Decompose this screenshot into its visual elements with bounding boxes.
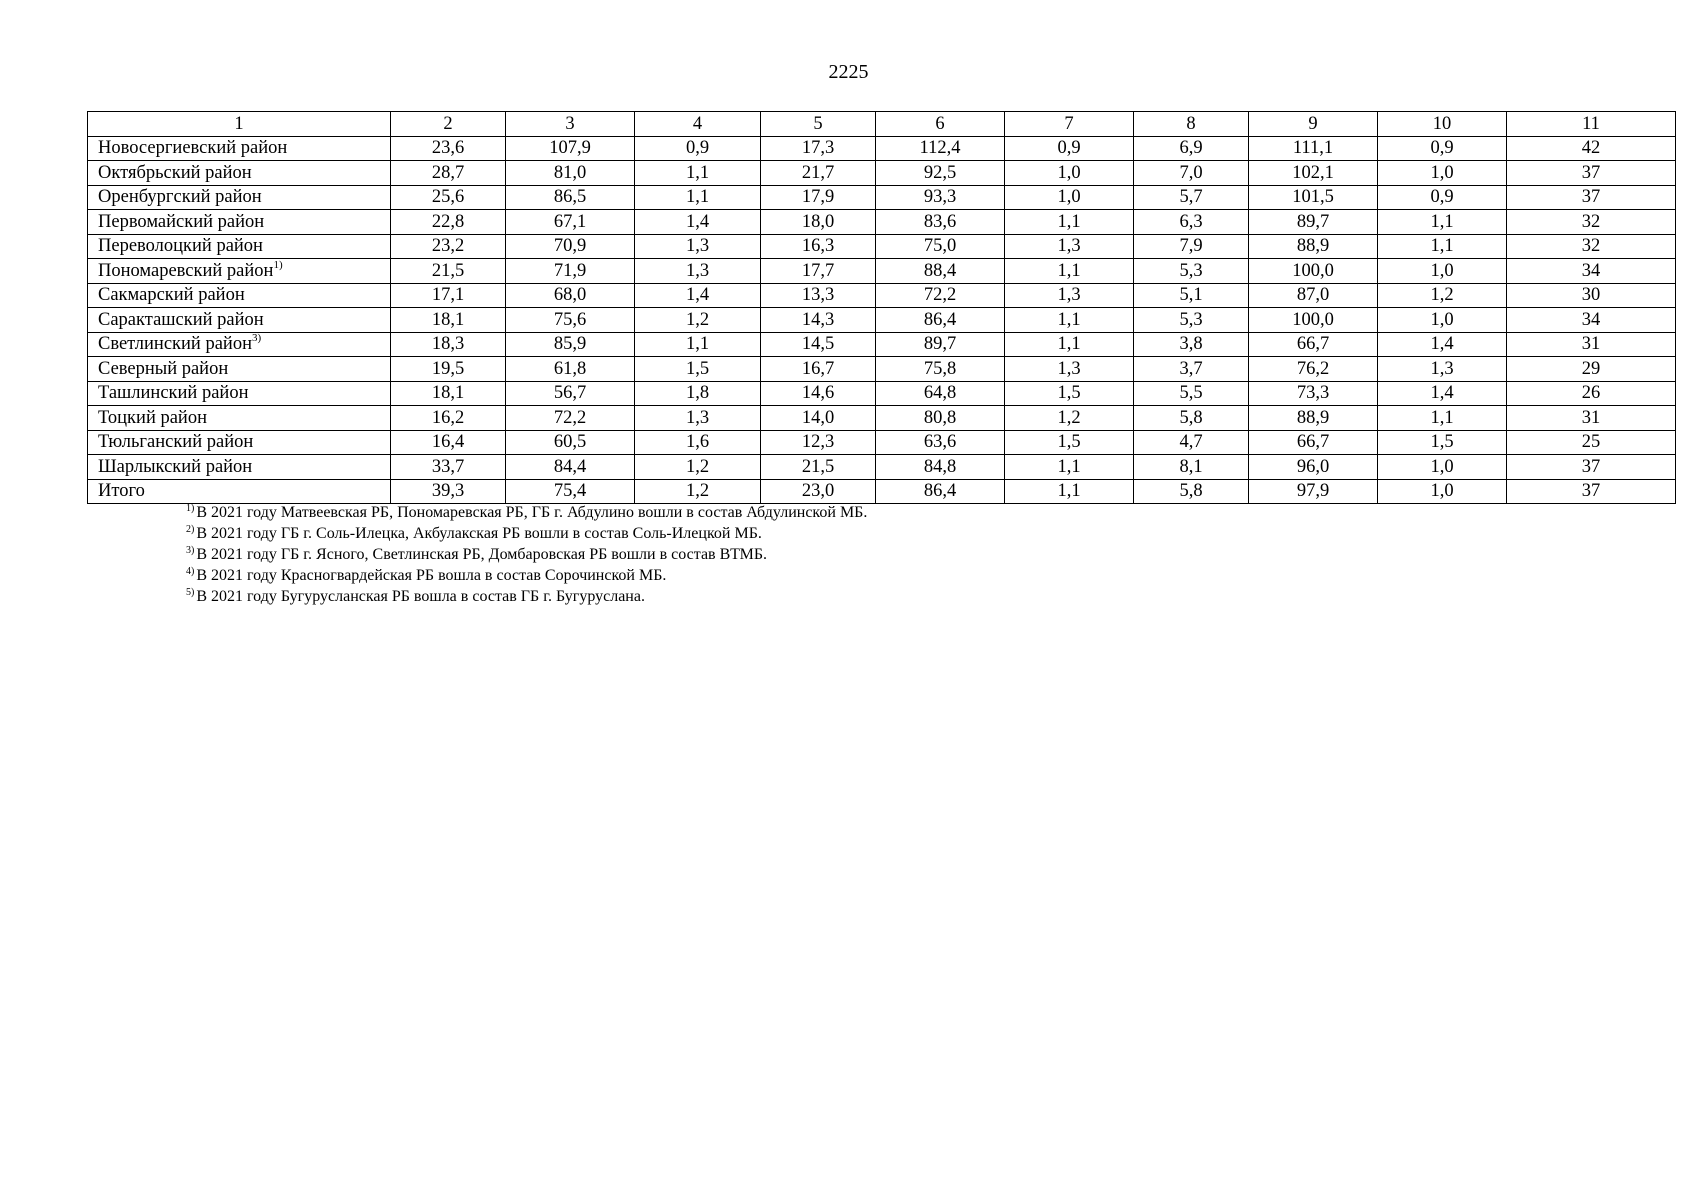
value-cell: 17,3 [761,136,876,161]
value-cell: 16,4 [391,430,506,455]
value-cell: 19,5 [391,357,506,382]
value-cell: 32 [1507,210,1676,235]
value-cell: 75,0 [876,234,1005,259]
value-cell: 1,4 [635,283,761,308]
value-cell: 17,1 [391,283,506,308]
value-cell: 1,0 [1378,259,1507,284]
value-cell: 5,3 [1134,308,1249,333]
district-cell [88,332,391,357]
column-number-row [88,112,1676,137]
district-cell [88,161,391,186]
value-cell: 73,3 [1249,381,1378,406]
value-cell: 66,7 [1249,332,1378,357]
value-cell: 72,2 [506,406,635,431]
statistics-table [87,111,1676,504]
value-cell: 21,5 [761,455,876,480]
footnote-mark: 5) [186,587,195,598]
value-cell: 1,2 [635,455,761,480]
value-cell: 107,9 [506,136,635,161]
table-row [88,381,1676,406]
value-cell: 66,7 [1249,430,1378,455]
value-cell: 0,9 [1005,136,1134,161]
table-row [88,357,1676,382]
value-cell: 1,5 [1005,381,1134,406]
footnote-mark: 4) [186,566,195,577]
column-number: 5 [761,112,876,137]
footnote-text: В 2021 году Бугурусланская РБ вошла в состав ГБ г. Бугуруслана. [196,588,645,605]
value-cell: 112,4 [876,136,1005,161]
table-row [88,479,1676,504]
value-cell: 1,0 [1378,308,1507,333]
value-cell: 16,3 [761,234,876,259]
table-row [88,283,1676,308]
value-cell: 1,2 [1378,283,1507,308]
value-cell: 1,1 [635,161,761,186]
value-cell: 71,9 [506,259,635,284]
footnote-mark: 3) [186,545,195,556]
footnote [186,565,1486,586]
column-number: 7 [1005,112,1134,137]
value-cell: 14,5 [761,332,876,357]
value-cell: 17,7 [761,259,876,284]
value-cell: 1,1 [1005,455,1134,480]
value-cell: 1,3 [1005,357,1134,382]
footnote [186,523,1486,544]
value-cell: 1,3 [635,259,761,284]
value-cell: 76,2 [1249,357,1378,382]
footnote-text: В 2021 году ГБ г. Соль-Илецка, Акбулакская РБ вошли в состав Соль-Илецкой МБ. [196,525,762,542]
value-cell: 14,6 [761,381,876,406]
value-cell: 1,1 [1378,234,1507,259]
footnote-reference: 1) [273,258,283,271]
district-name: Тюльганский район [98,432,254,453]
value-cell: 1,3 [1005,283,1134,308]
district-name: Тоцкий район [98,407,207,428]
value-cell: 18,1 [391,381,506,406]
district-cell [88,259,391,284]
value-cell: 1,5 [635,357,761,382]
table-row [88,234,1676,259]
table-body [88,136,1676,504]
value-cell: 96,0 [1249,455,1378,480]
table-row [88,210,1676,235]
value-cell: 64,8 [876,381,1005,406]
value-cell: 0,9 [635,136,761,161]
footnote [186,544,1486,565]
value-cell: 1,5 [1005,430,1134,455]
value-cell: 0,9 [1378,136,1507,161]
value-cell: 5,7 [1134,185,1249,210]
table-row [88,136,1676,161]
column-number: 9 [1249,112,1378,137]
value-cell: 1,3 [635,406,761,431]
value-cell: 5,3 [1134,259,1249,284]
district-name: Сакмарский район [98,285,245,306]
value-cell: 63,6 [876,430,1005,455]
value-cell: 5,1 [1134,283,1249,308]
value-cell: 17,9 [761,185,876,210]
value-cell: 1,3 [1378,357,1507,382]
footnote-text: В 2021 году Красногвардейская РБ вошла в состав Сорочинской МБ. [196,567,667,584]
value-cell: 31 [1507,332,1676,357]
column-number: 3 [506,112,635,137]
value-cell: 25,6 [391,185,506,210]
value-cell: 67,1 [506,210,635,235]
district-cell [88,283,391,308]
value-cell: 26 [1507,381,1676,406]
column-number: 2 [391,112,506,137]
value-cell: 22,8 [391,210,506,235]
value-cell: 13,3 [761,283,876,308]
value-cell: 1,6 [635,430,761,455]
value-cell: 88,9 [1249,406,1378,431]
value-cell: 32 [1507,234,1676,259]
value-cell: 60,5 [506,430,635,455]
footnote-text: В 2021 году Матвеевская РБ, Пономаревская РБ, ГБ г. Абдулино вошли в состав Абдулинской МБ. [196,504,868,521]
district-cell [88,430,391,455]
district-cell [88,136,391,161]
value-cell: 37 [1507,161,1676,186]
value-cell: 83,6 [876,210,1005,235]
value-cell: 56,7 [506,381,635,406]
value-cell: 1,4 [1378,381,1507,406]
value-cell: 1,1 [635,185,761,210]
value-cell: 39,3 [391,479,506,504]
value-cell: 72,2 [876,283,1005,308]
district-name: Ташлинский район [98,383,249,404]
value-cell: 14,3 [761,308,876,333]
value-cell: 37 [1507,479,1676,504]
value-cell: 33,7 [391,455,506,480]
column-number: 10 [1378,112,1507,137]
footnote-mark: 1) [186,503,195,514]
value-cell: 86,4 [876,308,1005,333]
value-cell: 101,5 [1249,185,1378,210]
district-name: Октябрьский район [98,162,252,183]
district-name: Первомайский район [98,211,265,232]
value-cell: 84,4 [506,455,635,480]
value-cell: 28,7 [391,161,506,186]
value-cell: 14,0 [761,406,876,431]
value-cell: 23,2 [391,234,506,259]
district-cell [88,234,391,259]
value-cell: 34 [1507,308,1676,333]
value-cell: 1,2 [1005,406,1134,431]
value-cell: 30 [1507,283,1676,308]
value-cell: 6,3 [1134,210,1249,235]
value-cell: 37 [1507,455,1676,480]
value-cell: 6,9 [1134,136,1249,161]
district-cell [88,308,391,333]
value-cell: 89,7 [1249,210,1378,235]
value-cell: 97,9 [1249,479,1378,504]
value-cell: 1,0 [1378,455,1507,480]
value-cell: 92,5 [876,161,1005,186]
district-cell [88,185,391,210]
district-name: Светлинский район [98,334,252,355]
district-cell [88,455,391,480]
district-cell [88,381,391,406]
column-number: 6 [876,112,1005,137]
value-cell: 61,8 [506,357,635,382]
value-cell: 37 [1507,185,1676,210]
value-cell: 1,4 [1378,332,1507,357]
value-cell: 88,4 [876,259,1005,284]
value-cell: 1,0 [1378,161,1507,186]
value-cell: 81,0 [506,161,635,186]
value-cell: 85,9 [506,332,635,357]
value-cell: 1,1 [1005,259,1134,284]
value-cell: 70,9 [506,234,635,259]
district-name: Итого [98,481,145,502]
value-cell: 12,3 [761,430,876,455]
value-cell: 1,3 [1005,234,1134,259]
district-cell [88,210,391,235]
value-cell: 18,1 [391,308,506,333]
table-row [88,430,1676,455]
district-name: Пономаревский район [98,260,274,281]
value-cell: 89,7 [876,332,1005,357]
value-cell: 1,8 [635,381,761,406]
column-number: 1 [88,112,391,137]
table-row [88,185,1676,210]
value-cell: 1,1 [1005,308,1134,333]
district-name: Саракташский район [98,309,264,330]
value-cell: 42 [1507,136,1676,161]
value-cell: 23,6 [391,136,506,161]
value-cell: 1,4 [635,210,761,235]
value-cell: 1,1 [1005,210,1134,235]
value-cell: 3,7 [1134,357,1249,382]
district-name: Северный район [98,358,229,379]
value-cell: 102,1 [1249,161,1378,186]
value-cell: 21,5 [391,259,506,284]
value-cell: 93,3 [876,185,1005,210]
value-cell: 100,0 [1249,308,1378,333]
value-cell: 1,2 [635,479,761,504]
value-cell: 1,1 [635,332,761,357]
value-cell: 1,0 [1005,161,1134,186]
value-cell: 25 [1507,430,1676,455]
table-row [88,332,1676,357]
table-row [88,161,1676,186]
footnote-mark: 2) [186,524,195,535]
value-cell: 18,0 [761,210,876,235]
value-cell: 1,1 [1005,332,1134,357]
value-cell: 3,8 [1134,332,1249,357]
value-cell: 7,9 [1134,234,1249,259]
value-cell: 100,0 [1249,259,1378,284]
value-cell: 34 [1507,259,1676,284]
value-cell: 1,0 [1005,185,1134,210]
value-cell: 23,0 [761,479,876,504]
table-row [88,406,1676,431]
footnote-text: В 2021 году ГБ г. Ясного, Светлинская РБ, Домбаровская РБ вошли в состав ВТМБ. [196,546,768,563]
value-cell: 75,4 [506,479,635,504]
page-number: 2225 [828,61,869,83]
column-number: 4 [635,112,761,137]
value-cell: 111,1 [1249,136,1378,161]
value-cell: 29 [1507,357,1676,382]
value-cell: 7,0 [1134,161,1249,186]
value-cell: 18,3 [391,332,506,357]
district-cell [88,357,391,382]
value-cell: 1,5 [1378,430,1507,455]
table-row [88,259,1676,284]
value-cell: 75,6 [506,308,635,333]
value-cell: 16,2 [391,406,506,431]
column-number: 8 [1134,112,1249,137]
district-cell [88,479,391,504]
footnote-reference: 3) [251,332,262,345]
value-cell: 1,3 [635,234,761,259]
footnote [186,586,1486,607]
value-cell: 0,9 [1378,185,1507,210]
value-cell: 1,0 [1378,479,1507,504]
value-cell: 8,1 [1134,455,1249,480]
district-name: Шарлыкский район [98,456,253,477]
value-cell: 84,8 [876,455,1005,480]
value-cell: 31 [1507,406,1676,431]
value-cell: 1,1 [1378,406,1507,431]
table-row [88,308,1676,333]
value-cell: 5,5 [1134,381,1249,406]
value-cell: 86,5 [506,185,635,210]
table-row [88,455,1676,480]
footnotes [186,502,1486,607]
value-cell: 5,8 [1134,406,1249,431]
value-cell: 21,7 [761,161,876,186]
district-cell [88,406,391,431]
district-name: Новосергиевский район [98,138,288,159]
value-cell: 1,2 [635,308,761,333]
value-cell: 4,7 [1134,430,1249,455]
value-cell: 68,0 [506,283,635,308]
value-cell: 87,0 [1249,283,1378,308]
value-cell: 88,9 [1249,234,1378,259]
value-cell: 86,4 [876,479,1005,504]
value-cell: 16,7 [761,357,876,382]
district-name: Оренбургский район [98,187,262,208]
value-cell: 75,8 [876,357,1005,382]
value-cell: 80,8 [876,406,1005,431]
footnote [186,502,1486,523]
column-number: 11 [1507,112,1676,137]
value-cell: 1,1 [1005,479,1134,504]
district-name: Переволоцкий район [98,236,263,257]
value-cell: 5,8 [1134,479,1249,504]
value-cell: 1,1 [1378,210,1507,235]
